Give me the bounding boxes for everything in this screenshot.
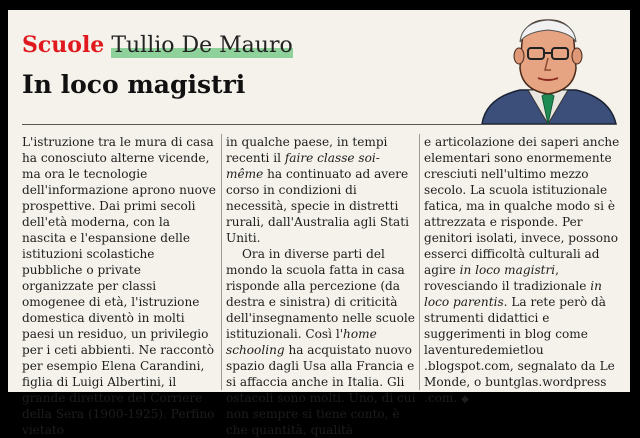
- author-name: Tullio De Mauro: [111, 33, 293, 58]
- author-portrait-illustration: [478, 12, 618, 124]
- rubric-label: Scuole: [22, 32, 105, 58]
- magazine-page: [8, 10, 630, 437]
- paragraph: L'istruzione tra le mura di casa ha conosciuto alterne vicende, ma ora le tecnologie dell'informazione aprono nuove prospettive. Dai primi secoli dell'età moderna, con la nascita e l'espansione delle istituzioni scolastiche pubbliche o private organizzate per classi omogenee di età, l'istruzione domestica diventò in molti paesi un residuo, un privilegio per i ceti abbienti. Ne raccontò per esempio Elena Carandini, figlia di Luigi Albertini, il grande direttore del Corriere della Sera (1900-1925). Perfino vietato: [22, 135, 216, 437]
- column-header: [22, 32, 293, 59]
- end-of-article-mark: ◆: [461, 394, 469, 405]
- column-divider: [221, 134, 222, 390]
- article-title: In loco magistri: [22, 70, 246, 99]
- article-column-3: [424, 134, 620, 405]
- column-divider: [419, 134, 420, 390]
- article-column-2: [226, 134, 416, 437]
- header-divider: [22, 124, 610, 125]
- paragraph: e articolazione dei saperi anche elementari sono enormemente cresciuti nell'ultimo mezzo secolo. La scuola istituzionale fatica, ma in qualche modo si è attrezzata e risponde. Per genitori isolati, invece, possono esserci difficoltà culturali ad agire in loco magistri, rovesciando il tradizionale in loco parentis. La rete però dà strumenti didattici e suggerimenti in blog come laventuredemietlou .blogspot.com, segnalato da Le Monde, o buntglas.wordpress .com. ◆: [424, 135, 620, 405]
- paragraph: in qualche paese, in tempi recenti il faire classe soi-même ha continuato ad avere corso in condizioni di necessità, specie in distretti rurali, dall'Australia agli Stati Uniti.: [226, 135, 409, 245]
- paragraph: Ora in diverse parti del mondo la scuola fatta in casa risponde alla percezione (da destra e sinistra) di criticità dell'insegnamento nelle scuole istituzionali. Così l'home schooling ha acquistato nuovo spazio dagli Usa alla Francia e si affaccia anche in Italia. Gli ostacoli sono molti. Uno, di cui non sempre si tiene conto, è che quantità, qualità: [226, 247, 416, 437]
- article-column-1: [22, 134, 216, 437]
